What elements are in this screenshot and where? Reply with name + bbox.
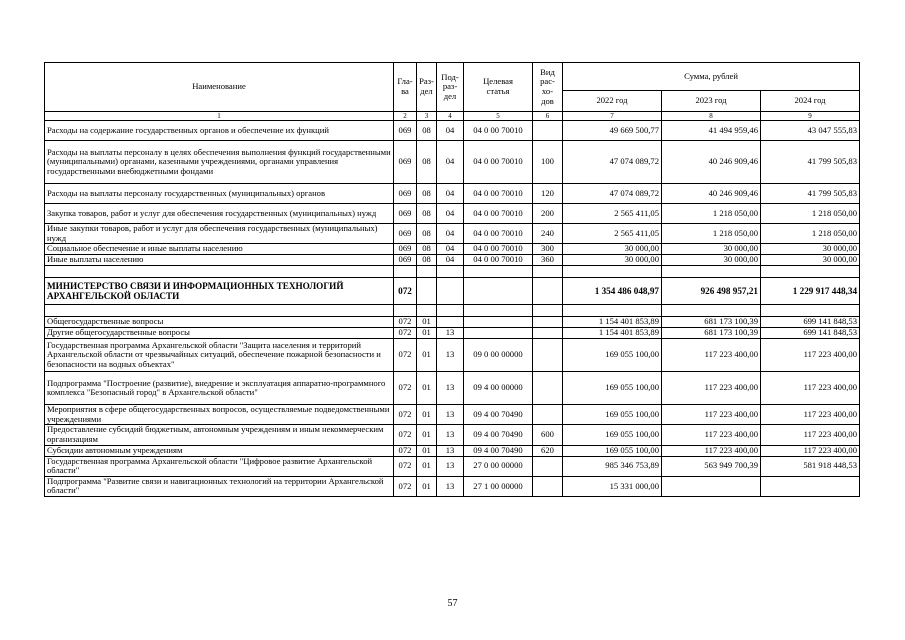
- row-glava: 069: [394, 141, 417, 184]
- row-glava: 072: [394, 456, 417, 476]
- row-sum-2022: 169 055 100,00: [563, 425, 662, 445]
- row-sum-2024: 117 223 400,00: [761, 445, 860, 456]
- row-sum-2023: 117 223 400,00: [662, 425, 761, 445]
- header-2022: 2022 год: [563, 91, 662, 112]
- row-sum-2023: 40 246 909,46: [662, 141, 761, 184]
- row-sum-2023: 41 494 959,46: [662, 121, 761, 141]
- row-vid: [533, 317, 563, 328]
- column-number: 8: [662, 112, 761, 121]
- row-glava: 072: [394, 317, 417, 328]
- row-sum-2023: 563 949 700,39: [662, 456, 761, 476]
- table-body-bottom: [45, 317, 860, 497]
- row-razdel: 01: [417, 456, 437, 476]
- row-razdel: 08: [417, 121, 437, 141]
- row-sum-2024: 699 141 848,53: [761, 328, 860, 339]
- row-name: Подпрограмма "Развитие связи и навигационных технологий на территории Архангельской области": [45, 476, 394, 496]
- row-podrazdel: 13: [437, 339, 464, 372]
- row-name: Расходы на содержание государственных органов и обеспечение их функций: [45, 121, 394, 141]
- row-vid: [533, 456, 563, 476]
- row-name: Общегосударственные вопросы: [45, 317, 394, 328]
- row-name: Иные выплаты населению: [45, 255, 394, 266]
- row-podrazdel: 04: [437, 224, 464, 244]
- row-glava: 072: [394, 445, 417, 456]
- row-sum-2024: 43 047 555,83: [761, 121, 860, 141]
- row-sum-2022: 2 565 411,05: [563, 224, 662, 244]
- row-glava: 072: [394, 372, 417, 405]
- table-row: [45, 224, 860, 244]
- column-number-row: [45, 112, 860, 121]
- row-sum-2024: 30 000,00: [761, 244, 860, 255]
- row-tselevaya: 04 0 00 70010: [464, 184, 533, 204]
- row-vid: [533, 405, 563, 425]
- row-tselevaya: [464, 317, 533, 328]
- row-sum-2024: 581 918 448,53: [761, 456, 860, 476]
- ministry-row: [45, 278, 860, 305]
- header-2024: 2024 год: [761, 91, 860, 112]
- row-vid: 120: [533, 184, 563, 204]
- row-podrazdel: 04: [437, 204, 464, 224]
- row-sum-2022: 169 055 100,00: [563, 339, 662, 372]
- row-sum-2024: 41 799 505,83: [761, 141, 860, 184]
- header-podrazdel: Под- раз- дел: [437, 63, 464, 112]
- row-podrazdel: 13: [437, 445, 464, 456]
- ministry-sum-2024: 1 229 917 448,34: [761, 278, 860, 305]
- column-number: 9: [761, 112, 860, 121]
- table-row: [45, 405, 860, 425]
- row-glava: 072: [394, 476, 417, 496]
- row-sum-2024: 117 223 400,00: [761, 425, 860, 445]
- row-name: Расходы на выплаты персоналу в целях обеспечения выполнения функций государственными (муниципальными) органами, казенными учреждениями, органами управления государственными внебюджетными фондами: [45, 141, 394, 184]
- row-sum-2022: 15 331 000,00: [563, 476, 662, 496]
- row-glava: 069: [394, 204, 417, 224]
- row-razdel: 08: [417, 224, 437, 244]
- table-row: [45, 204, 860, 224]
- row-sum-2023: 1 218 050,00: [662, 224, 761, 244]
- row-tselevaya: 27 1 00 00000: [464, 476, 533, 496]
- ministry-sum-2023: 926 498 957,21: [662, 278, 761, 305]
- row-razdel: 01: [417, 328, 437, 339]
- table-row: [45, 317, 860, 328]
- row-razdel: 08: [417, 244, 437, 255]
- row-glava: 069: [394, 255, 417, 266]
- row-vid: 620: [533, 445, 563, 456]
- row-razdel: 08: [417, 204, 437, 224]
- header-2023: 2023 год: [662, 91, 761, 112]
- row-tselevaya: 04 0 00 70010: [464, 224, 533, 244]
- row-sum-2024: 117 223 400,00: [761, 339, 860, 372]
- row-podrazdel: 13: [437, 456, 464, 476]
- header-name: Наименование: [45, 63, 394, 112]
- row-sum-2024: 117 223 400,00: [761, 405, 860, 425]
- row-sum-2024: 699 141 848,53: [761, 317, 860, 328]
- row-vid: 300: [533, 244, 563, 255]
- header-razdel: Раз- дел: [417, 63, 437, 112]
- row-glava: 069: [394, 121, 417, 141]
- table-row: [45, 141, 860, 184]
- row-sum-2022: 30 000,00: [563, 255, 662, 266]
- column-number: 6: [533, 112, 563, 121]
- row-name: Мероприятия в сфере общегосударственных вопросов, осуществляемые подведомственными учреждениями: [45, 405, 394, 425]
- row-name: Предоставление субсидий бюджетным, автономным учреждениям и иным некоммерческим организациям: [45, 425, 394, 445]
- row-name: Субсидии автономным учреждениям: [45, 445, 394, 456]
- row-podrazdel: 04: [437, 184, 464, 204]
- row-sum-2022: 47 074 089,72: [563, 141, 662, 184]
- row-sum-2024: 1 218 050,00: [761, 204, 860, 224]
- row-sum-2024: 1 218 050,00: [761, 224, 860, 244]
- row-vid: [533, 476, 563, 496]
- row-razdel: 08: [417, 141, 437, 184]
- row-podrazdel: 04: [437, 141, 464, 184]
- row-vid: [533, 339, 563, 372]
- row-razdel: 01: [417, 445, 437, 456]
- row-glava: 072: [394, 328, 417, 339]
- row-sum-2023: 30 000,00: [662, 244, 761, 255]
- row-vid: [533, 328, 563, 339]
- header-row-1: [45, 63, 860, 91]
- row-glava: 072: [394, 339, 417, 372]
- table-row: [45, 121, 860, 141]
- row-tselevaya: 09 0 00 00000: [464, 339, 533, 372]
- row-podrazdel: 04: [437, 255, 464, 266]
- row-sum-2023: 681 173 100,39: [662, 328, 761, 339]
- row-glava: 069: [394, 244, 417, 255]
- row-glava: 072: [394, 405, 417, 425]
- header-tselevaya: Целевая статья: [464, 63, 533, 112]
- table-row: [45, 425, 860, 445]
- header-vid: Вид рас- хо- дов: [533, 63, 563, 112]
- row-name: Расходы на выплаты персоналу государственных (муниципальных) органов: [45, 184, 394, 204]
- row-sum-2022: 1 154 401 853,89: [563, 317, 662, 328]
- table-row: [45, 456, 860, 476]
- row-sum-2023: 681 173 100,39: [662, 317, 761, 328]
- row-sum-2023: [662, 476, 761, 496]
- row-sum-2022: 169 055 100,00: [563, 445, 662, 456]
- column-number: 3: [417, 112, 437, 121]
- row-name: Социальное обеспечение и иные выплаты населению: [45, 244, 394, 255]
- column-number: 5: [464, 112, 533, 121]
- row-tselevaya: 04 0 00 70010: [464, 244, 533, 255]
- row-razdel: 08: [417, 184, 437, 204]
- table-row: [45, 445, 860, 456]
- row-razdel: 01: [417, 339, 437, 372]
- row-sum-2023: 117 223 400,00: [662, 405, 761, 425]
- column-number: 2: [394, 112, 417, 121]
- table-row: [45, 339, 860, 372]
- column-number: 7: [563, 112, 662, 121]
- row-sum-2024: 30 000,00: [761, 255, 860, 266]
- row-sum-2023: 117 223 400,00: [662, 445, 761, 456]
- ministry-sum-2022: 1 354 486 048,97: [563, 278, 662, 305]
- table-row: [45, 476, 860, 496]
- row-vid: 240: [533, 224, 563, 244]
- page-number: 57: [447, 598, 458, 609]
- table-row: [45, 372, 860, 405]
- row-sum-2022: 47 074 089,72: [563, 184, 662, 204]
- row-sum-2023: 1 218 050,00: [662, 204, 761, 224]
- row-sum-2022: 30 000,00: [563, 244, 662, 255]
- row-sum-2023: 30 000,00: [662, 255, 761, 266]
- row-glava: 072: [394, 425, 417, 445]
- row-razdel: 08: [417, 255, 437, 266]
- row-podrazdel: 13: [437, 372, 464, 405]
- row-sum-2024: [761, 476, 860, 496]
- table-row: [45, 255, 860, 266]
- row-tselevaya: 09 4 00 00000: [464, 372, 533, 405]
- row-tselevaya: 27 0 00 00000: [464, 456, 533, 476]
- row-tselevaya: 04 0 00 70010: [464, 255, 533, 266]
- row-sum-2022: 1 154 401 853,89: [563, 328, 662, 339]
- row-name: Подпрограмма "Построение (развитие), внедрение и эксплуатация аппаратно-программного комплекса "Безопасный город" в Архангельской области": [45, 372, 394, 405]
- row-sum-2023: 117 223 400,00: [662, 339, 761, 372]
- row-podrazdel: 13: [437, 476, 464, 496]
- table-body-top: [45, 121, 860, 266]
- row-podrazdel: 04: [437, 244, 464, 255]
- table-row: [45, 244, 860, 255]
- row-sum-2022: 985 346 753,89: [563, 456, 662, 476]
- row-name: Закупка товаров, работ и услуг для обеспечения государственных (муниципальных) нужд: [45, 204, 394, 224]
- ministry-name: МИНИСТЕРСТВО СВЯЗИ И ИНФОРМАЦИОННЫХ ТЕХНОЛОГИЙ АРХАНГЕЛЬСКОЙ ОБЛАСТИ: [45, 278, 394, 305]
- budget-table: [44, 62, 860, 497]
- row-glava: 069: [394, 224, 417, 244]
- row-sum-2023: 40 246 909,46: [662, 184, 761, 204]
- ministry-glava: 072: [394, 278, 417, 305]
- row-podrazdel: [437, 317, 464, 328]
- row-podrazdel: 13: [437, 328, 464, 339]
- row-name: Государственная программа Архангельской области "Цифровое развитие Архангельской области": [45, 456, 394, 476]
- row-vid: 360: [533, 255, 563, 266]
- column-number: 1: [45, 112, 394, 121]
- table-row: [45, 328, 860, 339]
- row-tselevaya: 09 4 00 70490: [464, 405, 533, 425]
- row-vid: [533, 372, 563, 405]
- row-tselevaya: 09 4 00 70490: [464, 445, 533, 456]
- table-row: [45, 184, 860, 204]
- spacer-row: [45, 305, 860, 317]
- spacer-row: [45, 266, 860, 278]
- row-razdel: 01: [417, 372, 437, 405]
- row-name: Государственная программа Архангельской области "Защита населения и территорий Архангельской области от чрезвычайных ситуаций, обеспечение пожарной безопасности и безопасности на водных объектах": [45, 339, 394, 372]
- row-razdel: 01: [417, 476, 437, 496]
- row-sum-2023: 117 223 400,00: [662, 372, 761, 405]
- row-podrazdel: 13: [437, 405, 464, 425]
- column-number: 4: [437, 112, 464, 121]
- row-sum-2024: 117 223 400,00: [761, 372, 860, 405]
- row-razdel: 01: [417, 317, 437, 328]
- row-vid: 600: [533, 425, 563, 445]
- row-vid: 200: [533, 204, 563, 224]
- row-tselevaya: 04 0 00 70010: [464, 204, 533, 224]
- row-razdel: 01: [417, 405, 437, 425]
- row-glava: 069: [394, 184, 417, 204]
- row-vid: [533, 121, 563, 141]
- row-name: Иные закупки товаров, работ и услуг для обеспечения государственных (муниципальных) нужд: [45, 224, 394, 244]
- row-tselevaya: [464, 328, 533, 339]
- row-tselevaya: 09 4 00 70490: [464, 425, 533, 445]
- header-glava: Гла- ва: [394, 63, 417, 112]
- row-tselevaya: 04 0 00 70010: [464, 121, 533, 141]
- header-summa: Сумма, рублей: [563, 63, 860, 91]
- row-sum-2022: 49 669 500,77: [563, 121, 662, 141]
- row-vid: 100: [533, 141, 563, 184]
- row-razdel: 01: [417, 425, 437, 445]
- row-sum-2024: 41 799 505,83: [761, 184, 860, 204]
- row-sum-2022: 2 565 411,05: [563, 204, 662, 224]
- row-podrazdel: 13: [437, 425, 464, 445]
- row-sum-2022: 169 055 100,00: [563, 372, 662, 405]
- row-sum-2022: 169 055 100,00: [563, 405, 662, 425]
- row-tselevaya: 04 0 00 70010: [464, 141, 533, 184]
- row-name: Другие общегосударственные вопросы: [45, 328, 394, 339]
- row-podrazdel: 04: [437, 121, 464, 141]
